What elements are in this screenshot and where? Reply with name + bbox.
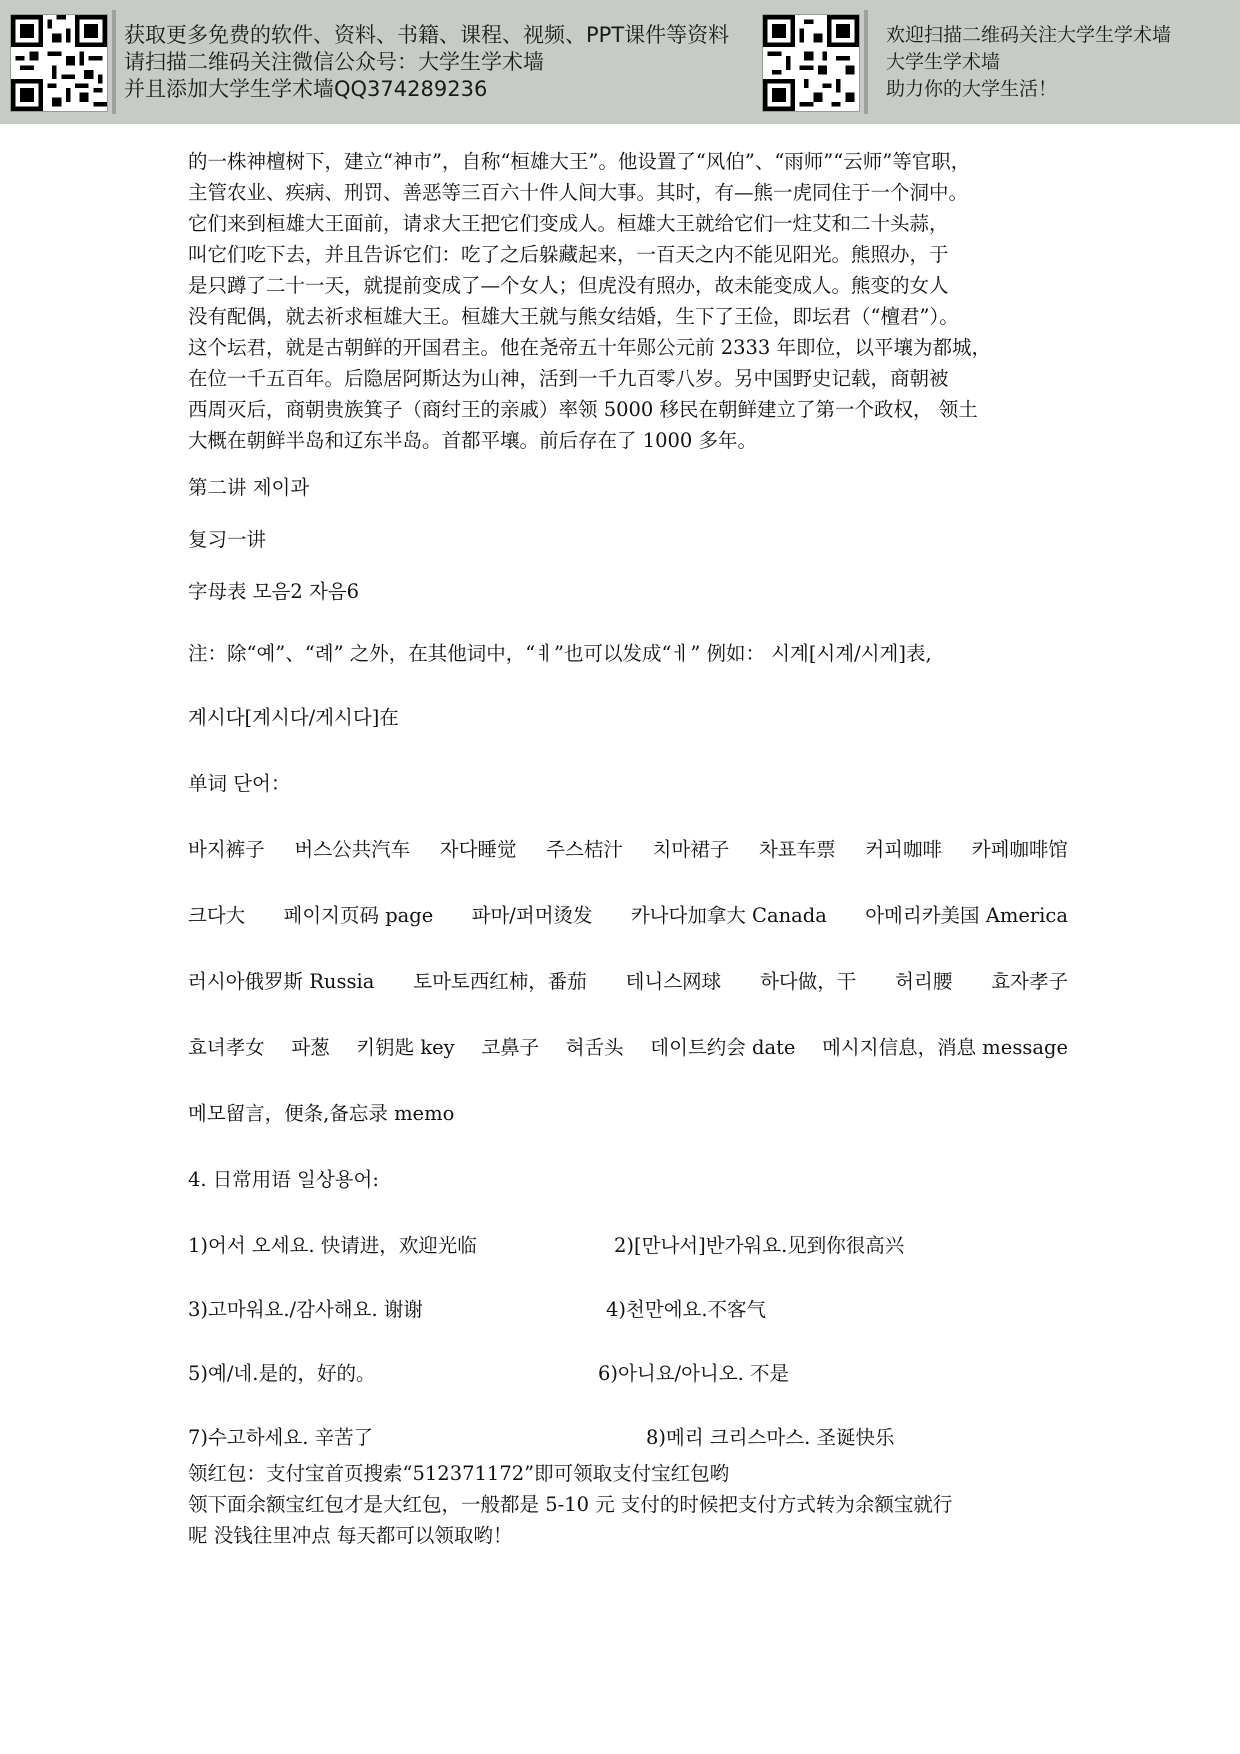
lesson-title: 第二讲 제이과 — [188, 476, 310, 499]
banner-right-line: 助力你的大学生活！ — [886, 78, 1058, 100]
vocab-item: 데이트约会 date — [650, 1036, 796, 1059]
note-line: 注：除“예”、“례” 之外，在其他词中，“ㅖ”也可以发成“ㅔ” 例如： 시계[시계/시게]表, — [188, 642, 932, 665]
vocab-item: 키钥匙 key — [356, 1036, 455, 1059]
vocab-row — [188, 966, 1068, 994]
vocab-item: 혀舌头 — [565, 1036, 624, 1059]
story-line: 的一株神檀树下，建立“神市”，自称“桓雄大王”。他设置了“风伯”、“雨师”“云师”等官职， — [188, 150, 971, 173]
phrase-row — [188, 1230, 1068, 1256]
banner-left-text — [124, 22, 729, 103]
phrase-row — [188, 1294, 1068, 1320]
vocab-item: 커피咖啡 — [865, 838, 943, 861]
vocab-item: 효녀孝女 — [188, 1036, 265, 1059]
vocab-item: 테니스网球 — [625, 970, 722, 993]
phrase-item: 2)[만나서]반가워요.见到你很高兴 — [614, 1234, 905, 1257]
vocab-item: 메모留言，便条,备忘录 memo — [188, 1102, 455, 1125]
story-line: 没有配偶，就去祈求桓雄大王。桓雄大王就与熊女结婚，生下了王俭，即坛君（“檀君”）。 — [188, 305, 959, 328]
banner-right-text — [886, 22, 1171, 103]
vocab-item: 메시지信息，消息 message — [822, 1036, 1068, 1059]
story-line: 叫它们吃下去，并且告诉它们：吃了之后躲藏起来，一百天之内不能见阳光。熊照办，于 — [188, 243, 949, 266]
vocab-item: 아메리카美国 America — [865, 904, 1068, 927]
alphabet-line: 字母表 모음2 자음6 — [188, 580, 360, 603]
vocab-row — [188, 900, 1068, 928]
phrase-item: 3)고마워요./감사해요. 谢谢 — [188, 1298, 423, 1321]
vocab-heading: 单词 단어： — [188, 772, 291, 795]
phrase-item: 6)아니요/아니오. 不是 — [598, 1362, 790, 1385]
phrase-item: 1)어서 오세요. 快请进，欢迎光临 — [188, 1234, 477, 1257]
story-line: 大概在朝鲜半岛和辽东半岛。首都平壤。前后存在了 1000 多年。 — [188, 429, 758, 452]
vocab-item: 코鼻子 — [481, 1036, 540, 1059]
phrase-item: 4)천만에요.不客气 — [606, 1298, 767, 1321]
story-line: 在位一千五百年。后隐居阿斯达为山神，活到一千九百零八岁。另中国野史记载，商朝被 — [188, 367, 949, 390]
banner-left-line: 获取更多免费的软件、资料、书籍、课程、视频、PPT课件等资料 — [124, 23, 730, 47]
vocab-item: 파마/퍼머烫发 — [471, 904, 593, 927]
banner-divider — [864, 10, 868, 114]
document-body — [188, 146, 1068, 1551]
phrase-row — [188, 1358, 1068, 1384]
promo-banner — [0, 0, 1240, 124]
vocab-item: 하다做，干 — [760, 970, 857, 993]
qr-code-left-icon — [10, 14, 108, 112]
vocab-item: 허리腰 — [895, 970, 953, 993]
footer-promo — [188, 1458, 1068, 1551]
footer-line: 呢 没钱往里冲点 每天都可以领取哟！ — [188, 1524, 513, 1547]
vocab-row — [188, 834, 1068, 862]
vocab-item: 자다睡觉 — [439, 838, 517, 861]
banner-right-line: 大学生学术墙 — [886, 51, 1001, 73]
vocab-item: 크다大 — [188, 904, 246, 927]
vocab-item: 카나다加拿大 Canada — [630, 904, 827, 927]
phrase-row — [188, 1422, 1068, 1448]
note-line: 계시다[계시다/게시다]在 — [188, 706, 399, 729]
vocab-item: 러시아俄罗斯 Russia — [188, 970, 375, 993]
banner-right-line: 欢迎扫描二维码关注大学生学术墙 — [886, 24, 1172, 46]
phrases-heading: 4. 日常用语 일상용어: — [188, 1168, 379, 1191]
vocab-item: 치마裙子 — [652, 838, 730, 861]
story-line: 是只蹲了二十一天，就提前变成了—个女人；但虎没有照办，故未能变成人。熊变的女人 — [188, 274, 949, 297]
vocab-item: 페이지页码 page — [283, 904, 434, 927]
vocab-row — [188, 1032, 1068, 1060]
story-line: 这个坛君，就是古朝鲜的开国君主。他在尧帝五十年郧公元前 2333 年即位，以平壤为都城， — [188, 336, 992, 359]
vocab-item: 주스桔汁 — [546, 838, 623, 861]
vocab-item: 차표车票 — [758, 838, 836, 861]
footer-line: 领下面余额宝红包才是大红包，一般都是 5-10 元 支付的时候把支付方式转为余额宝就行 — [188, 1493, 953, 1516]
story-line: 西周灭后，商朝贵族箕子（商纣王的亲戚）率领 5000 移民在朝鲜建立了第一个政权， 领土 — [188, 398, 978, 421]
vocab-item: 버스公共汽车 — [294, 838, 411, 861]
vocab-item: 효자孝子 — [991, 970, 1068, 993]
qr-code-right-icon — [762, 14, 860, 112]
footer-line: 领红包：支付宝首页搜索“512371172”即可领取支付宝红包哟 — [188, 1462, 730, 1485]
story-line: 主管农业、疾病、刑罚、善恶等三百六十件人间大事。其时，有—熊一虎同住于一个洞中。 — [188, 181, 969, 204]
banner-left-line: 请扫描二维码关注微信公众号：大学生学术墙 — [124, 50, 544, 74]
vocab-item: 토마토西红柿，番茄 — [413, 970, 587, 993]
phrase-item: 5)예/네.是的，好的。 — [188, 1362, 376, 1385]
banner-divider — [112, 10, 116, 114]
story-paragraph — [188, 146, 1068, 456]
phrase-item: 7)수고하세요. 辛苦了 — [188, 1426, 374, 1449]
phrase-item: 8)메리 크리스마스. 圣诞快乐 — [646, 1426, 895, 1449]
story-line: 它们来到桓雄大王面前，请求大王把它们变成人。桓雄大王就给它们一炷艾和二十头蒜， — [188, 212, 949, 235]
vocab-item: 바지裤子 — [188, 838, 265, 861]
vocab-item: 카페咖啡馆 — [971, 838, 1068, 861]
banner-left-line: 并且添加大学生学术墙QQ374289236 — [124, 77, 488, 101]
review-heading: 复习一讲 — [188, 528, 267, 551]
vocab-item: 파葱 — [291, 1036, 330, 1059]
